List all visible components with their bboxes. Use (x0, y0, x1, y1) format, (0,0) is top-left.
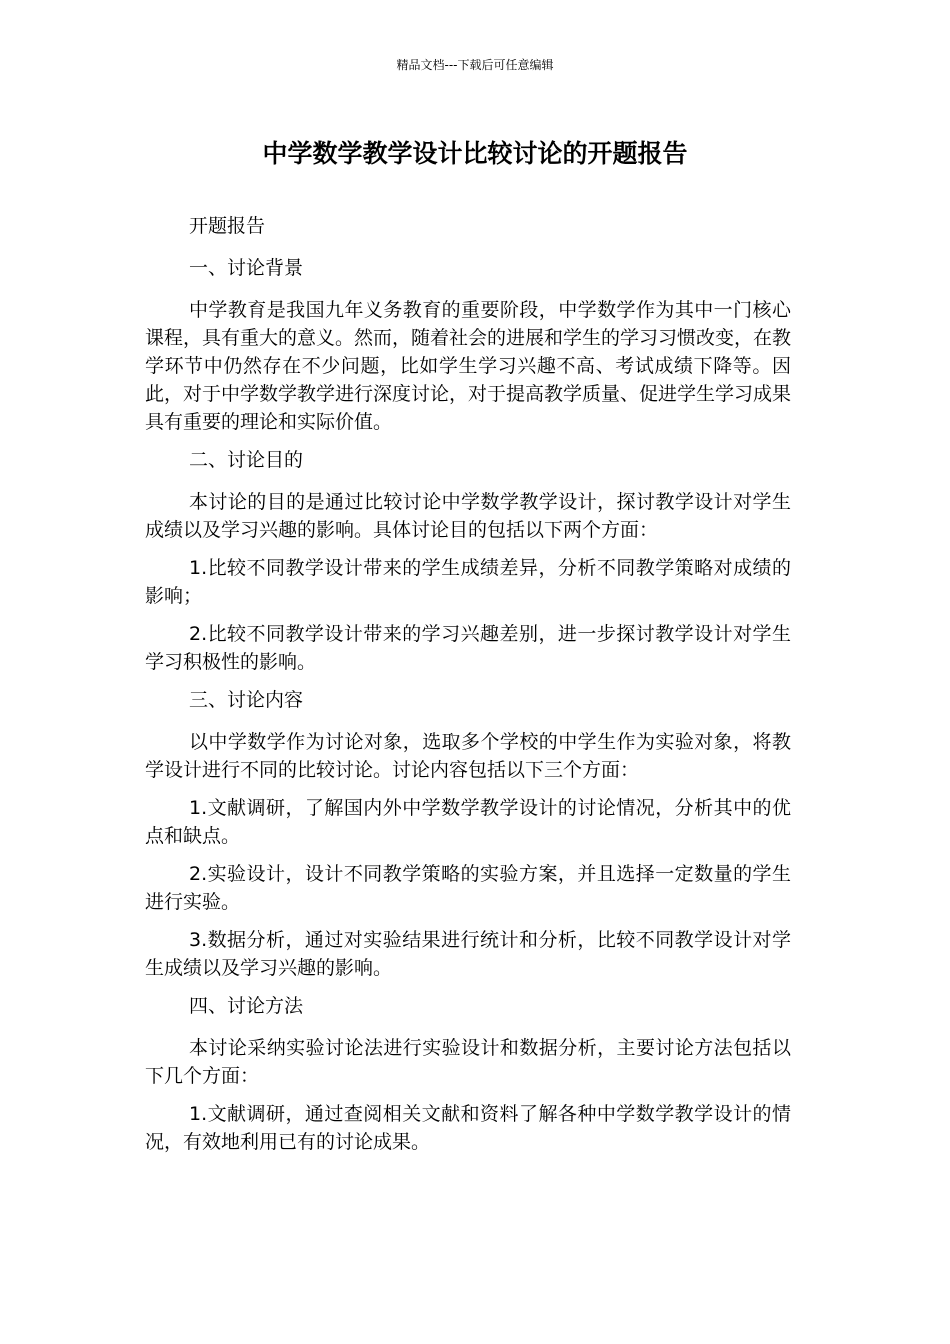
document-title: 中学数学教学设计比较讨论的开题报告 (262, 139, 688, 168)
list-item-content-3: 3.数据分析，通过对实验结果进行统计和分析，比较不同教学设计对学生成绩以及学习兴趣的影响。 (145, 929, 791, 979)
list-item-purpose-1: 1.比较不同教学设计带来的学生成绩差异，分析不同教学策略对成绩的影响； (145, 557, 791, 607)
list-item-content-1: 1.文献调研，了解国内外中学数学教学设计的讨论情况，分析其中的优点和缺点。 (145, 797, 791, 847)
section-heading-background: 一、讨论背景 (189, 257, 304, 279)
page-header-note: 精品文档---下载后可任意编辑 (396, 58, 554, 72)
section-heading-content: 三、讨论内容 (189, 689, 304, 711)
paragraph-content: 以中学数学作为讨论对象，选取多个学校的中学生作为实验对象，将教学设计进行不同的比较讨论。讨论内容包括以下三个方面： (145, 731, 791, 781)
document-body (145, 212, 791, 1166)
section-heading-method: 四、讨论方法 (189, 995, 304, 1017)
section-label-report: 开题报告 (189, 215, 266, 237)
list-item-method-1: 1.文献调研，通过查阅相关文献和资料了解各种中学数学教学设计的情况，有效地利用已有的讨论成果。 (145, 1103, 791, 1153)
section-heading-purpose: 二、讨论目的 (189, 449, 304, 471)
paragraph-purpose: 本讨论的目的是通过比较讨论中学数学教学设计，探讨教学设计对学生成绩以及学习兴趣的影响。具体讨论目的包括以下两个方面： (145, 491, 791, 541)
paragraph-method: 本讨论采纳实验讨论法进行实验设计和数据分析，主要讨论方法包括以下几个方面： (145, 1037, 791, 1087)
list-item-purpose-2: 2.比较不同教学设计带来的学习兴趣差别，进一步探讨教学设计对学生学习积极性的影响。 (145, 623, 791, 673)
paragraph-background: 中学教育是我国九年义务教育的重要阶段，中学数学作为其中一门核心课程，具有重大的意义。然而，随着社会的进展和学生的学习习惯改变，在教学环节中仍然存在不少问题，比如学生学习兴趣不高、考试成绩下降等。因此，对于中学数学教学进行深度讨论，对于提高教学质量、促进学生学习成果具有重要的理论和实际价值。 (145, 299, 792, 433)
list-item-content-2: 2.实验设计，设计不同教学策略的实验方案，并且选择一定数量的学生进行实验。 (145, 863, 791, 913)
